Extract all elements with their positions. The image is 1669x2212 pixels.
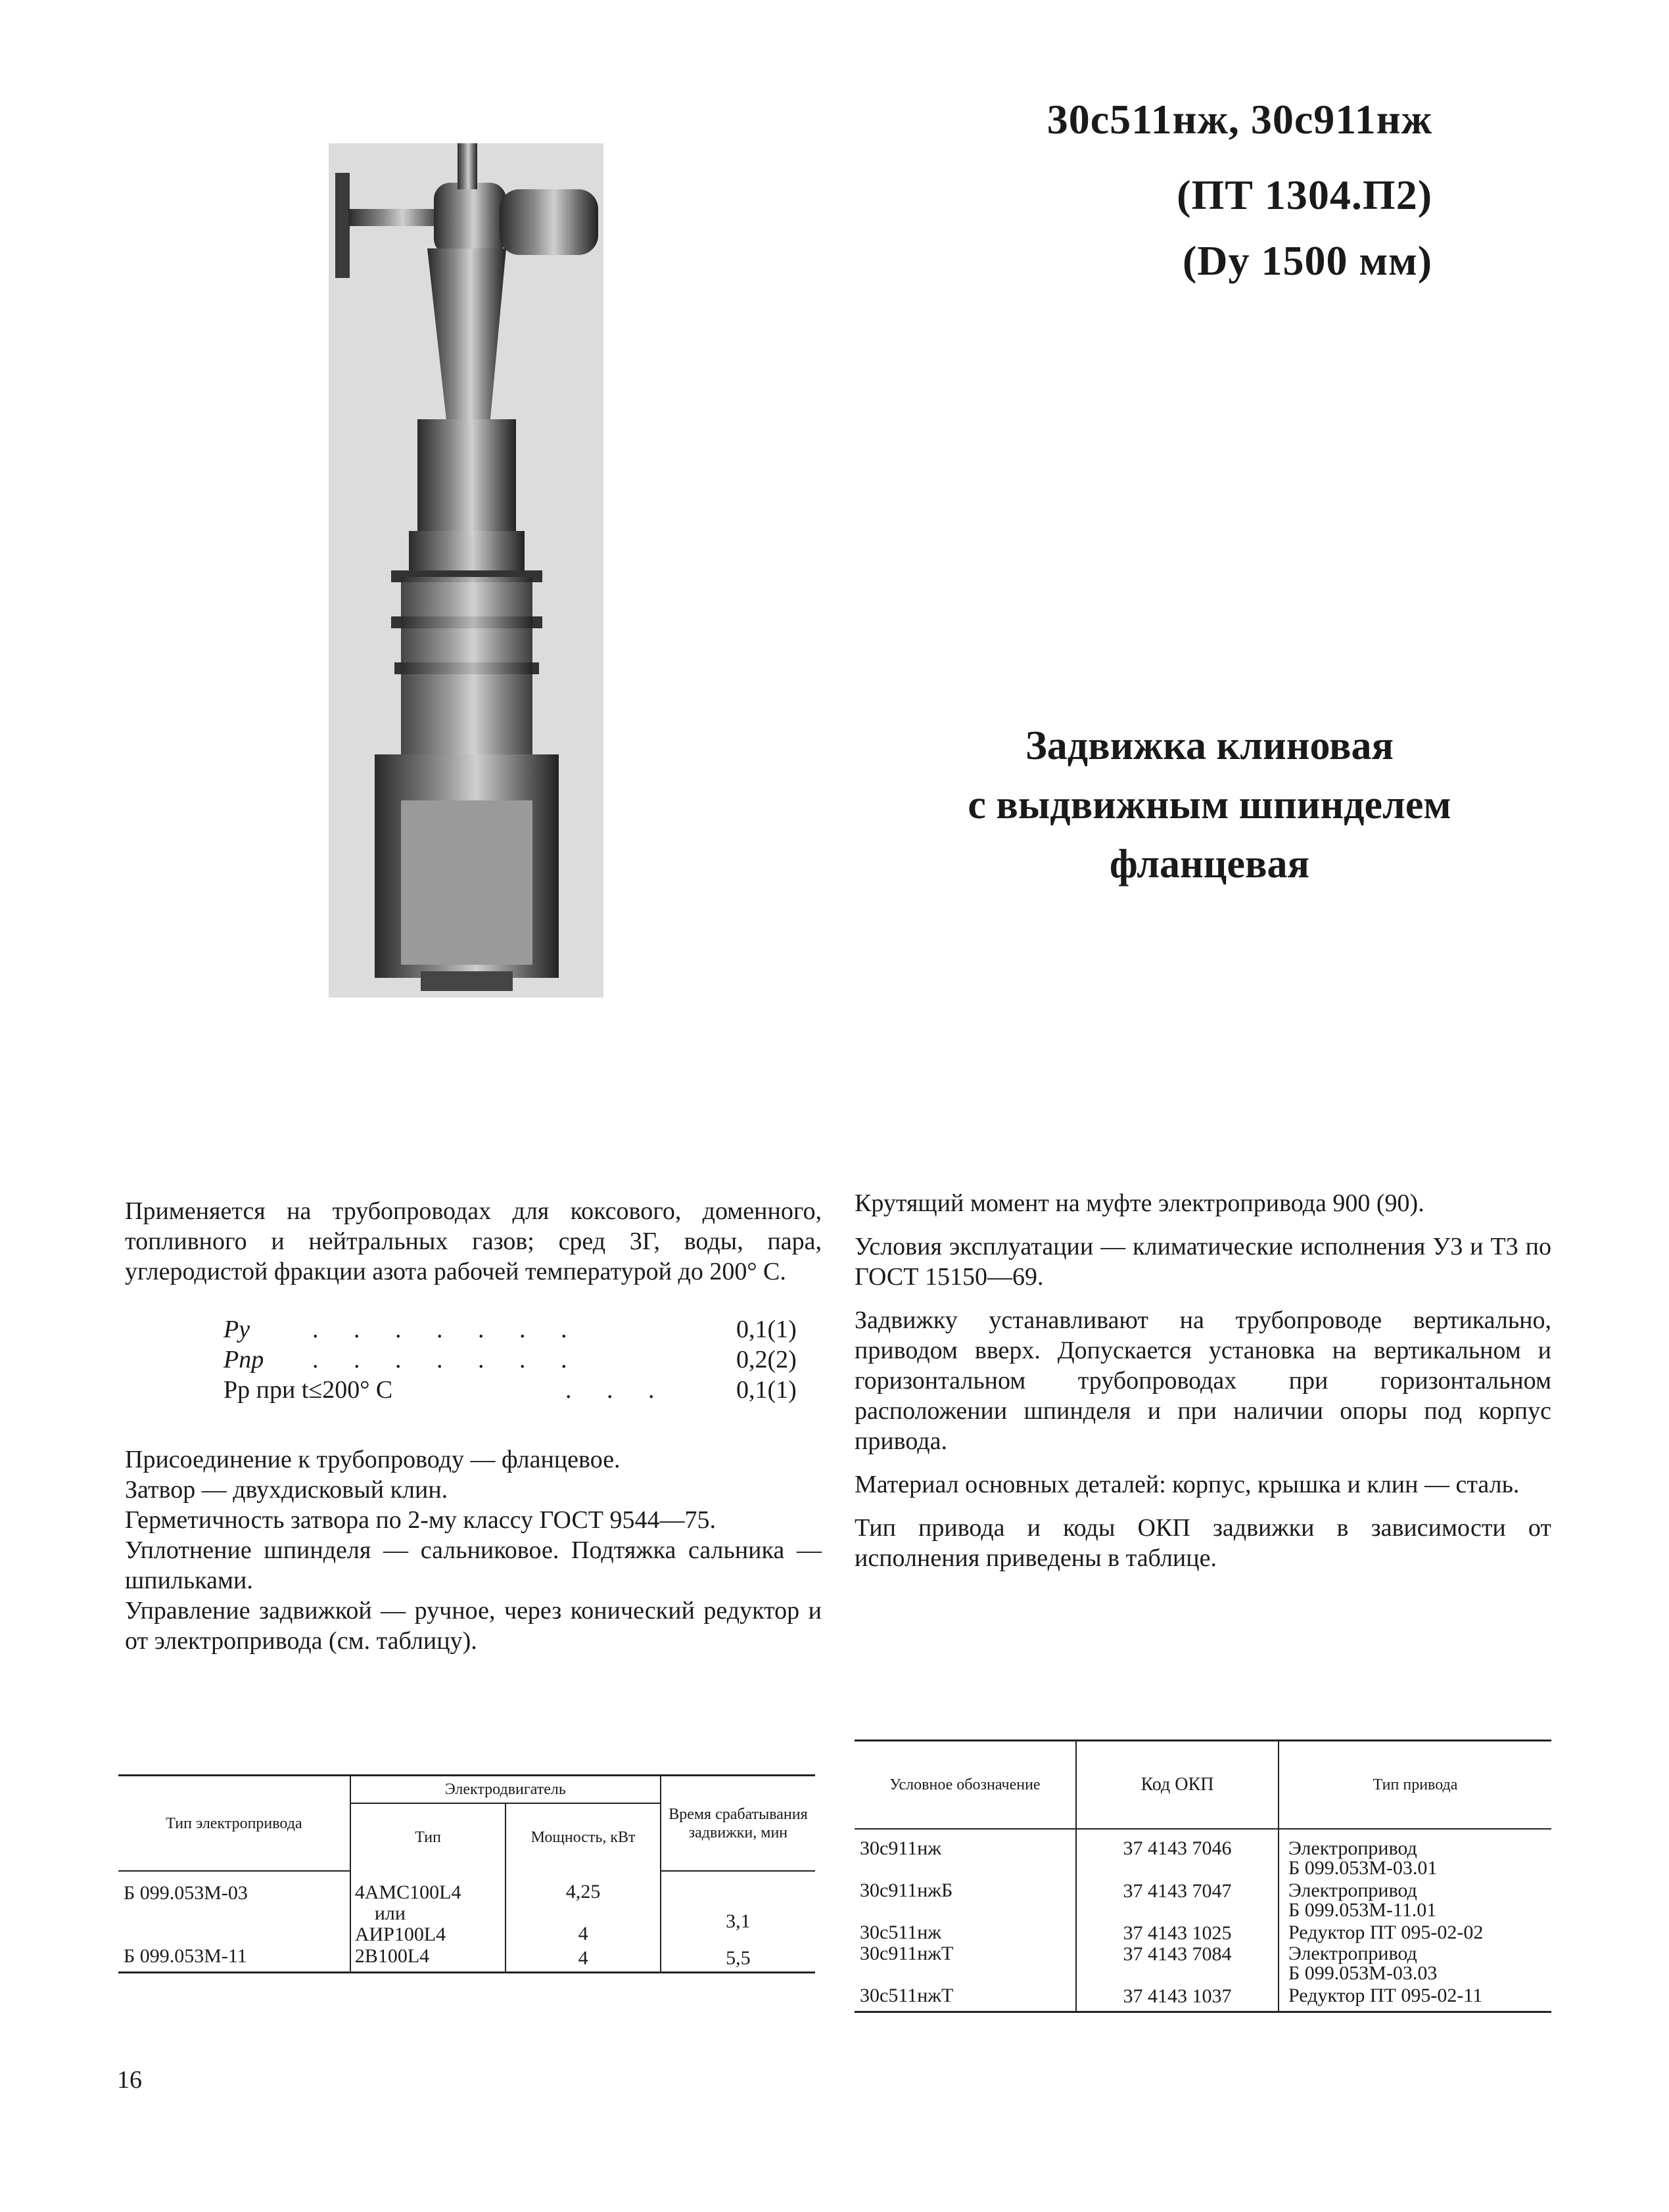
product-title-line3: фланцевая	[1109, 842, 1310, 887]
power-cell	[505, 1871, 661, 1945]
left-column	[125, 1196, 822, 1656]
model-codes: 30с511нж, 30с911нж	[1046, 96, 1432, 143]
motor-or: или	[374, 1902, 406, 1924]
drive-cell: Б 099.053М-03	[124, 1882, 248, 1904]
col-drive-type: Тип электропривода	[118, 1776, 350, 1872]
drive-table	[118, 1774, 815, 1973]
drive-line-2: Б 099.053М-03.03	[1288, 1962, 1438, 1984]
drive-line-1: Редуктор ПТ 095-02-02	[1288, 1922, 1484, 1943]
page-number: 16	[117, 2066, 142, 2094]
valve-illustration	[329, 143, 603, 998]
table-row	[118, 1945, 815, 1973]
okp-table-container	[855, 1740, 1551, 2013]
param-value: 0,1(1)	[736, 1316, 797, 1343]
okp-cell: 37 4143 7084	[1076, 1944, 1279, 1986]
tightness-text: Герметичность затвора по 2-му классу ГОСТ 9544—75.	[125, 1506, 717, 1534]
seal-text: Уплотнение шпинделя — сальниковое. Подтяжка сальника — шпильками.	[125, 1536, 822, 1594]
motor-cell: 2В100L4	[350, 1945, 506, 1973]
col-power: Мощность, кВт	[505, 1803, 661, 1871]
product-title-line1: Задвижка клиновая	[1025, 724, 1394, 768]
motor-type-2: АИР100L4	[354, 1923, 446, 1945]
drive-line-1: Электропривод	[1288, 1879, 1417, 1901]
product-designation: (ПТ 1304.П2)	[1177, 172, 1432, 218]
col-motor-group: Электродвигатель	[350, 1776, 661, 1804]
drive-cell	[1279, 1944, 1551, 1986]
param-value: 0,2(2)	[736, 1346, 797, 1373]
table-row	[855, 1829, 1551, 1881]
connection-text: Присоединение к трубопроводу — фланцевое.	[125, 1446, 621, 1473]
product-title-line2: с выдвижным шпинделем	[968, 783, 1451, 827]
time-cell: 3,1	[661, 1871, 815, 1945]
drive-cell: Б 099.053М-11	[124, 1945, 247, 1967]
param-label: Pпр	[223, 1346, 264, 1373]
param-label: Pр при t≤200° С	[223, 1376, 393, 1404]
table-note-text: Тип привода и коды ОКП задвижки в зависимости от исполнения приведены в таблице.	[855, 1514, 1551, 1572]
drive-line-1: Редуктор ПТ 095-02-11	[1288, 1985, 1483, 2006]
drive-cell	[1279, 1986, 1551, 2012]
power-1: 4,25	[565, 1881, 601, 1902]
installation-text: Задвижку устанавливают на трубопроводе вертикально, приводом вверх. Допускается установка на вертикальном и горизонтальном трубопроводах при горизонтальном расположении шпинделя и при наличии опоры под корпус привода.	[855, 1306, 1551, 1455]
material-text: Материал основных деталей: корпус, крышка и клин — сталь.	[855, 1471, 1520, 1498]
time-cell: 5,5	[661, 1945, 815, 1973]
control-text: Управление задвижкой — ручное, через конический редуктор и от электропривода (см. таблицу).	[125, 1597, 822, 1655]
motor-type-1: 4АМС100L4	[354, 1881, 461, 1903]
drive-line-1: Электропривод	[1288, 1837, 1417, 1859]
nominal-diameter: (Dу 1500 мм)	[1182, 237, 1432, 284]
designation-cell: 30с911нжБ	[860, 1879, 953, 1901]
col-drive: Тип привода	[1279, 1741, 1551, 1830]
right-column	[855, 1188, 1551, 1573]
param-value: 0,1(1)	[736, 1376, 797, 1404]
power-2: 4	[578, 1923, 588, 1945]
designation-cell: 30с911нжТ	[860, 1943, 954, 1964]
param-leader: . . .	[565, 1376, 669, 1404]
designation-cell: 30с511нжТ	[860, 1985, 954, 2006]
col-okp: Код ОКП	[1076, 1741, 1279, 1830]
designation-cell: 30с511нж	[860, 1922, 941, 1943]
table-row	[855, 1944, 1551, 1986]
intro-paragraph: Применяется на трубопроводах для коксового, доменного, топливного и нейтральных газов; сред 3Г, воды, пара, углеродистой фракции азота рабочей температурой до 200° С.	[125, 1197, 822, 1285]
designation-cell: 30с911нж	[860, 1837, 941, 1859]
drive-cell	[1279, 1829, 1551, 1881]
drive-line-2: Б 099.053М-11.01	[1288, 1899, 1437, 1921]
param-row	[223, 1314, 815, 1345]
param-leader: . . . . . . .	[312, 1316, 582, 1343]
conditions-text: Условия эксплуатации — климатические исполнения У3 и Т3 по ГОСТ 15150—69.	[855, 1233, 1551, 1291]
col-designation: Условное обозначение	[855, 1741, 1076, 1830]
param-leader: . . . . . . .	[312, 1346, 582, 1373]
drive-table-container	[118, 1774, 815, 1973]
power-cell: 4	[505, 1945, 661, 1973]
motor-cell	[350, 1871, 506, 1945]
param-label: Pу	[223, 1316, 250, 1343]
table-row	[855, 1986, 1551, 2012]
drive-cell	[1279, 1881, 1551, 1923]
col-time: Время срабатывания задвижки, мин	[661, 1776, 815, 1872]
table-row	[118, 1871, 815, 1945]
okp-cell: 37 4143 7047	[1076, 1881, 1279, 1923]
okp-table	[855, 1740, 1551, 2013]
valve-photo	[329, 143, 603, 998]
param-row	[223, 1375, 815, 1405]
col-motor-type: Тип	[350, 1803, 506, 1871]
okp-cell: 37 4143 1037	[1076, 1986, 1279, 2012]
param-row	[223, 1345, 815, 1375]
drive-line-1: Электропривод	[1288, 1943, 1417, 1964]
pressure-params	[223, 1314, 815, 1405]
drive-line-2: Б 099.053М-03.01	[1288, 1857, 1438, 1879]
okp-cell: 37 4143 1025	[1076, 1923, 1279, 1944]
gate-text: Затвор — двухдисковый клин.	[125, 1476, 448, 1504]
table-row	[855, 1881, 1551, 1923]
torque-text: Крутящий момент на муфте электропривода 900 (90).	[855, 1189, 1424, 1217]
okp-cell: 37 4143 7046	[1076, 1829, 1279, 1881]
drive-cell	[1279, 1923, 1551, 1944]
table-row	[855, 1923, 1551, 1944]
